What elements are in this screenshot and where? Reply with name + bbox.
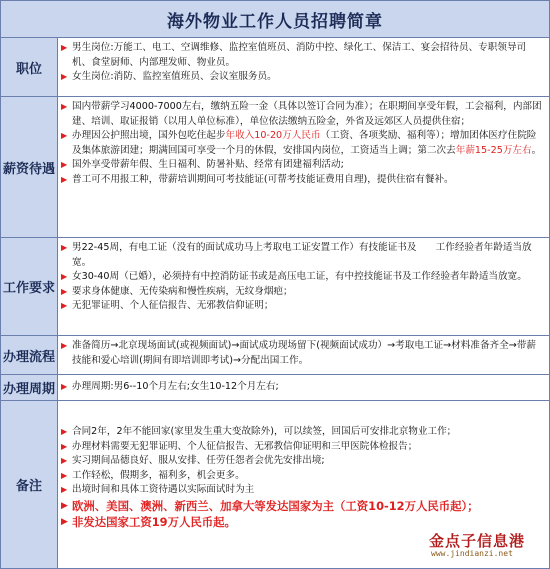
triangle-bullet-icon: ▶ [61,500,68,511]
section-content [59,380,545,395]
section-content [59,425,545,530]
gold-icon: 金 [429,532,446,550]
triangle-bullet-icon: ▶ [61,174,68,184]
list-item: ▶ 工作轻松，假期多，福利多，机会更多。 [59,469,545,484]
triangle-bullet-icon: ▶ [61,441,68,451]
section-position [1,38,549,97]
triangle-bullet-icon: ▶ [61,102,68,111]
section-label: 备注 [1,401,58,568]
list-item: ▶ 女生岗位:消防、监控室值班员、会议室服务员。 [59,70,545,85]
triangle-bullet-icon: ▶ [61,131,68,140]
list-item: ▶ 实习期间品德良好、服从安排、任劳任怨者会优先安排出境; [59,454,545,469]
section-content [59,41,545,85]
list-item: ▶ 办理因公护照出境，国外包吃住起步年收入10-20万人民币（工资、各项奖励、福利等）；增加团体医疗住院险及集体旅游团建；期满回国可享受一个月的休假，安排国内岗位，工资适当上调；第二次去年薪15-25万左右。 [61,130,542,156]
triangle-bullet-icon: ▶ [61,160,68,169]
list-item: ▶ 普工可不用报工种，带薪培训期间可考技能证(可帮考技能证费用自理)，提供住宿有餐补。 [59,173,545,188]
triangle-bullet-icon: ▶ [61,43,68,52]
section-label: 薪资待遇 [1,97,58,237]
section-label: 职位 [1,38,58,96]
list-item: ▶ 女30-40周（已婚），必须持有中控消防证书或是高压电工证，有中控技能证书及工作经验者年龄适当放宽。 [59,270,545,285]
section-label: 办理周期 [1,375,58,400]
page-title: 海外物业工作人员招聘简章 [1,1,549,38]
list-item: ▶ 合同2年，2年不能回家(家里发生重大变故除外)，可以续签，回国后可安排北京物业工作； [59,425,545,440]
triangle-bullet-icon: ▶ [61,382,68,391]
triangle-bullet-icon: ▶ [61,516,68,527]
section-content [59,100,545,187]
triangle-bullet-icon: ▶ [61,243,68,252]
highlight-income: 年收入10-20万人民币 [225,130,321,141]
section-label: 办理流程 [1,336,58,374]
triangle-bullet-icon: ▶ [61,485,68,494]
section-content [59,241,545,314]
list-item-highlight: ▶ 欧洲、美国、澳洲、新西兰、加拿大等发达国家为主（工资10-12万人民币起）； [61,498,479,513]
site-watermark-logo [429,530,541,562]
section-salary [1,97,549,238]
watermark-name: 金点子信息港 [429,532,526,550]
list-item-highlight: ▶ 非发达国家工资19万人民币起。 [61,514,236,529]
watermark-url: www.jindianzi.net [431,549,513,558]
list-item: ▶ 无犯罪证明、个人征信报告、无邪教信仰证明； [59,299,545,314]
list-item: ▶ 要求身体健康、无传染病和慢性疾病，无纹身烟疤； [59,285,545,300]
triangle-bullet-icon: ▶ [61,341,68,350]
list-item: ▶ 出境时间和具体工资待遇以实际面试时为主 [59,483,545,498]
list-item: ▶ 准备简历→北京现场面试(或视频面试)→面试成功现场留下(视频面试成功）→考取电工证→材料准备齐全→带薪技能和爱心培训(期间有即培训即考试)→分配出国工作。 [61,340,536,366]
highlight-salary: 年薪15-25万左右 [455,144,532,156]
triangle-bullet-icon: ▶ [61,272,68,281]
triangle-bullet-icon: ▶ [61,470,68,480]
list-item: ▶ 办理材料需要无犯罪证明、个人征信报告、无邪教信仰证明和三甲医院体检报告； [59,440,545,455]
list-item: ▶ 男生岗位:万能工、电工、空调维修、监控室值班员、消防中控、绿化工、保洁工、宴会招待员、专职领导司机、食堂厨师、内部理发师、物业员。 [61,42,527,68]
triangle-bullet-icon: ▶ [61,301,68,310]
section-period [1,375,549,401]
list-item: ▶ 国内带薪学习4000-7000左右，缴纳五险一金（具体以签订合同为准）；在职期间享受年假，工会福利，内部团建、培训、取证报销（以用人单位标准），单位依法缴纳五险金，外省及远郊区人员提供住宿； [61,101,542,127]
list-item: ▶ 办理周期:男6--10个月左右;女生10-12个月左右; [59,380,545,395]
triangle-bullet-icon: ▶ [61,427,68,436]
triangle-bullet-icon: ▶ [61,72,68,81]
list-item: ▶ 男22-45周，有电工证（没有的面试成功马上考取电工证安置工作）有技能证书及 工作经验者年龄适当放宽。 [61,242,532,268]
triangle-bullet-icon: ▶ [61,456,68,465]
triangle-bullet-icon: ▶ [61,286,68,296]
section-process [1,336,549,375]
section-content [59,339,545,368]
section-requirements [1,238,549,336]
list-item: ▶ 国外享受带薪年假、生日福利、防暑补贴、经常有团建福利活动; [59,158,545,173]
section-label: 工作要求 [1,238,58,335]
